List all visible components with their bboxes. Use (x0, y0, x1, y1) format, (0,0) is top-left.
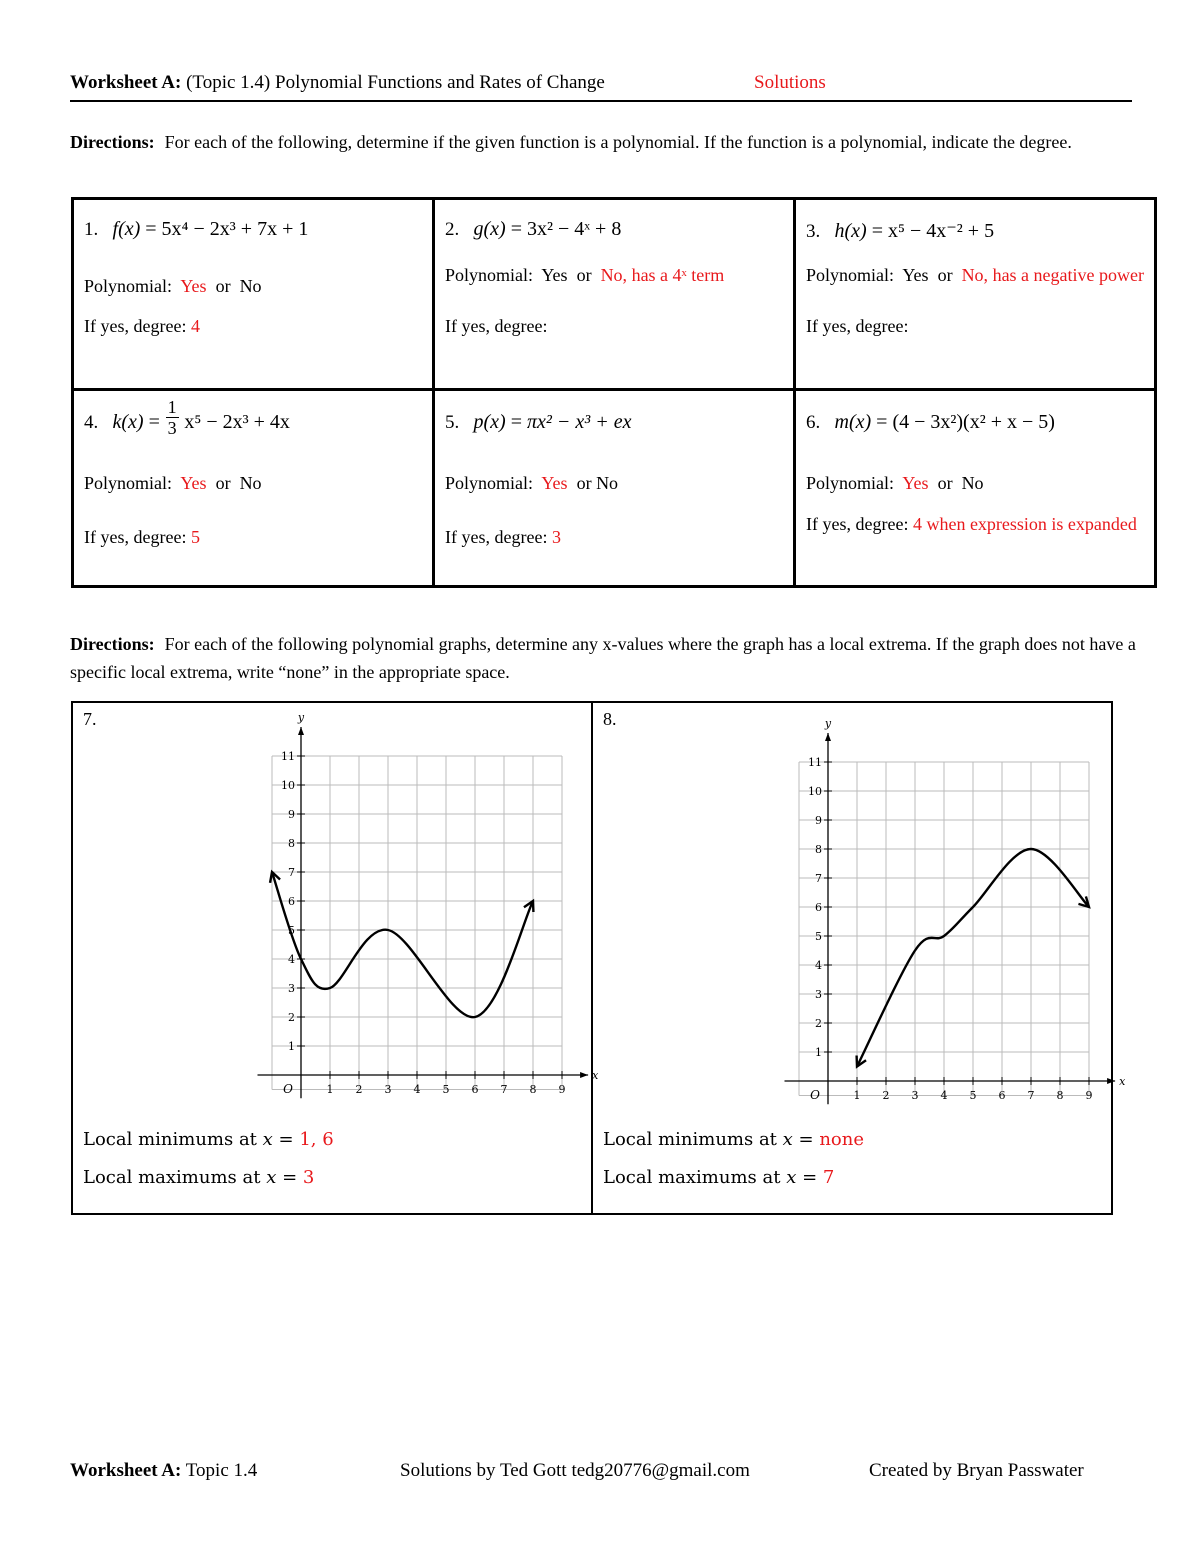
graph-problems-table (71, 701, 1126, 1215)
y-tick-label: 9 (815, 814, 822, 827)
x-tick-label: 7 (1027, 1089, 1035, 1102)
y-tick-label: 6 (288, 895, 295, 908)
x-tick-label: 2 (882, 1089, 890, 1102)
problem-2-function: 2. g(x) = 3x² − 4ˣ + 8 (445, 218, 622, 240)
problem-5-function: 5. p(x) = πx² − x³ + ex (445, 411, 632, 433)
x-tick-label: 7 (500, 1083, 508, 1096)
x-axis-label: x (592, 1069, 599, 1082)
problem-3-degree: If yes, degree: (806, 316, 909, 336)
graph-8-number: 8. (603, 709, 617, 729)
page-header (70, 72, 1132, 102)
x-tick-label: 3 (911, 1089, 919, 1102)
y-tick-label: 8 (815, 843, 822, 856)
y-axis-arrow (298, 727, 304, 735)
y-axis-label: y (297, 711, 305, 724)
problem-6-degree: If yes, degree: 4 when expression is expanded (806, 514, 1137, 534)
problem-3-function: 3. h(x) = x⁵ − 4x⁻² + 5 (806, 220, 995, 242)
y-tick-label: 4 (815, 959, 822, 972)
graph-8-cell (592, 702, 1126, 1214)
graph-8-chart (678, 715, 1126, 1115)
problem-4-function: 4. k(x) = $\frac{1}{3}$ x⁵ − 2x³ + 4x (84, 397, 290, 438)
problem-3-cell (795, 199, 1156, 390)
y-tick-label: 10 (808, 785, 822, 798)
y-tick-label: 5 (815, 930, 822, 943)
footer-worksheet: Worksheet A: Topic 1.4 (70, 1460, 258, 1481)
y-tick-label: 7 (815, 872, 822, 885)
y-tick-label: 5 (288, 924, 295, 937)
x-tick-label: 5 (969, 1089, 977, 1102)
problem-2-cell (434, 199, 795, 390)
function-curve (272, 872, 533, 1017)
y-tick-label: 1 (288, 1040, 295, 1053)
x-tick-label: 2 (355, 1083, 363, 1096)
problem-4-cell (73, 390, 434, 587)
x-axis-arrow (1107, 1078, 1115, 1084)
graph-8-local-min: Local minimums at x = none (603, 1129, 865, 1150)
y-tick-label: 2 (815, 1017, 822, 1030)
problem-6-polynomial-answer: Polynomial: Yes or No (806, 473, 984, 493)
directions-polynomials: Directions: For each of the following, determine if the given function is a polynomial. If the function is a polynomial, indicate the degree. (70, 132, 1072, 152)
y-tick-label: 4 (288, 953, 295, 966)
graph-7-local-min: Local minimums at x = 1, 6 (83, 1129, 334, 1150)
x-axis-arrow (580, 1072, 588, 1078)
y-tick-label: 10 (281, 779, 295, 792)
y-tick-label: 6 (815, 901, 822, 914)
y-tick-label: 11 (808, 756, 822, 769)
x-tick-label: 4 (940, 1089, 948, 1102)
x-tick-label: 1 (853, 1089, 861, 1102)
y-tick-label: 2 (288, 1011, 295, 1024)
problem-2-degree: If yes, degree: (445, 316, 548, 336)
problem-4-polynomial-answer: Polynomial: Yes or No (84, 473, 262, 493)
worksheet-title: Worksheet A: (Topic 1.4) Polynomial Functions and Rates of Change (70, 72, 605, 93)
problem-1-degree: If yes, degree: 4 (84, 316, 200, 336)
x-tick-label: 9 (558, 1083, 566, 1096)
problem-4-degree: If yes, degree: 5 (84, 527, 200, 547)
y-tick-label: 3 (815, 988, 822, 1001)
footer-created-by: Created by Bryan Passwater (869, 1460, 1084, 1481)
origin-label: O (810, 1088, 820, 1102)
y-tick-label: 8 (288, 837, 295, 850)
x-tick-label: 8 (529, 1083, 537, 1096)
x-tick-label: 8 (1056, 1089, 1064, 1102)
y-tick-label: 7 (288, 866, 295, 879)
x-tick-label: 9 (1085, 1089, 1093, 1102)
origin-label: O (283, 1082, 293, 1096)
problem-3-polynomial-answer: Polynomial: Yes or No, has a negative power (806, 265, 1144, 285)
y-axis-arrow (825, 733, 831, 741)
problem-5-degree: If yes, degree: 3 (445, 527, 561, 547)
x-axis-label: x (1119, 1075, 1126, 1088)
problem-6-cell (795, 390, 1156, 587)
problem-5-cell (434, 390, 795, 587)
graph-8-local-max: Local maximums at x = 7 (603, 1167, 835, 1188)
y-tick-label: 1 (815, 1046, 822, 1059)
x-tick-label: 4 (413, 1083, 421, 1096)
problem-5-polynomial-answer: Polynomial: Yes or No (445, 473, 619, 493)
y-tick-label: 11 (281, 750, 295, 763)
problem-2-polynomial-answer: Polynomial: Yes or No, has a 4ˣ term (445, 265, 725, 285)
x-tick-label: 3 (384, 1083, 392, 1096)
problem-1-function: 1. f(x) = 5x⁴ − 2x³ + 7x + 1 (84, 218, 309, 240)
graph-7-cell (72, 702, 599, 1214)
x-tick-label: 1 (326, 1083, 334, 1096)
y-tick-label: 3 (288, 982, 295, 995)
graph-7-chart (151, 709, 599, 1109)
problem-1-cell (73, 199, 434, 390)
y-tick-label: 9 (288, 808, 295, 821)
directions-graphs: Directions: For each of the following polynomial graphs, determine any x-values where the graph has a local extrema. If the graph does not have a specific local extrema, write “none” in the appropriate space. (70, 634, 1136, 682)
x-tick-label: 5 (442, 1083, 450, 1096)
graph-7-number: 7. (83, 709, 97, 729)
x-tick-label: 6 (998, 1089, 1006, 1102)
problem-1-polynomial-answer: Polynomial: Yes or No (84, 276, 262, 296)
graph-7-local-max: Local maximums at x = 3 (83, 1167, 315, 1188)
x-tick-label: 6 (471, 1083, 479, 1096)
problem-6-function: 6. m(x) = (4 − 3x²)(x² + x − 5) (806, 411, 1055, 433)
footer-solutions-credit: Solutions by Ted Gott tedg20776@gmail.com (400, 1460, 750, 1481)
solutions-label: Solutions (754, 72, 826, 93)
polynomial-problems-table (71, 197, 1157, 588)
y-axis-label: y (824, 717, 832, 730)
